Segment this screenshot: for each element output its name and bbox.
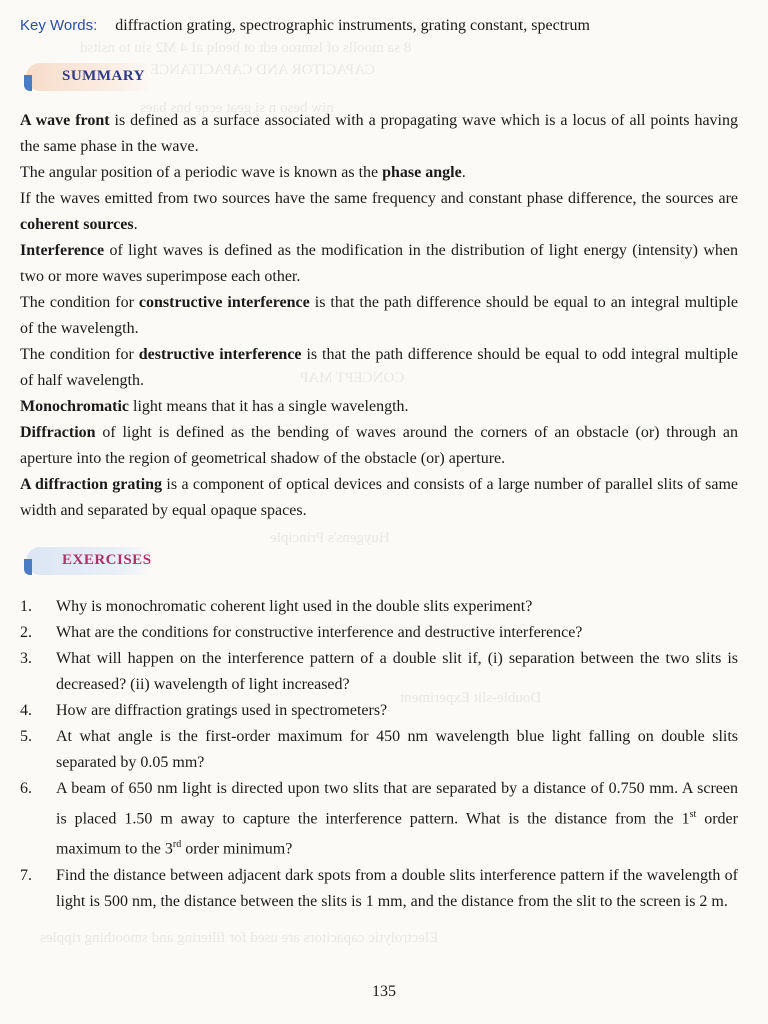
text-run: is that the path difference should be equal to odd integral multiple of half wavelength. bbox=[20, 346, 738, 389]
text-run: What will happen on the interference pattern of a double slit if, (i) separation between the two slits is decreased? (ii) wavelength of light increased? bbox=[56, 650, 738, 693]
text-run: Why is monochromatic coherent light used in the double slits experiment? bbox=[56, 598, 533, 615]
key-words-text: diffraction grating, spectrographic instruments, grating constant, spectrum bbox=[115, 17, 590, 34]
text-run: is that the path difference should be equal to an integral multiple of the wavelength. bbox=[20, 294, 739, 337]
exercise-question bbox=[56, 863, 738, 915]
exercises-heading-tab bbox=[26, 547, 154, 575]
text-run: of light is defined as the bending of waves around the corners of an obstacle (or) through an aperture into the region of geometrical shadow of the obstacle (or) aperture. bbox=[20, 424, 738, 467]
exercise-number: 5. bbox=[20, 728, 32, 745]
exercise-number: 6. bbox=[20, 780, 32, 797]
bold-term: constructive interference bbox=[138, 294, 310, 311]
bold-term: destructive interference bbox=[138, 346, 302, 363]
bold-term: phase angle bbox=[382, 164, 462, 181]
summary-paragraph bbox=[20, 342, 738, 394]
bold-term: Diffraction bbox=[20, 424, 96, 441]
summary-paragraph bbox=[20, 108, 738, 160]
summary-body bbox=[20, 108, 738, 524]
summary-paragraph bbox=[20, 420, 738, 472]
summary-paragraph bbox=[20, 186, 738, 238]
exercise-number: 3. bbox=[20, 650, 32, 667]
text-run: A beam of 650 nm light is directed upon two slits that are separated by a distance of 0.750 mm. A screen is placed 1.50 m away to capture the interference pattern. What is the distance from the 1 bbox=[56, 780, 738, 828]
text-run: The condition for bbox=[20, 294, 139, 311]
bleed-through-background: 8 sa moolls of lsmroo edt ot beolq aI 4 M2 siu to nsitsd CAPACITOR AND CAPACITANCE niw beso n si geat ecqe bns baes CONCEPT MAP Huygens's Principle Double-slit Experiment Electrolytic capacitors are used for filtering and smoothing ripples bbox=[40, 40, 542, 946]
text-run: If the waves emitted from two sources have the same frequency and constant phase difference, the sources are bbox=[20, 190, 738, 207]
exercise-question bbox=[56, 646, 738, 698]
exercise-question bbox=[56, 620, 738, 646]
exercise-item bbox=[20, 594, 738, 620]
exercises-list bbox=[20, 594, 738, 915]
page-number: 135 bbox=[372, 983, 396, 1000]
exercise-number: 7. bbox=[20, 866, 32, 884]
text-run: Find the distance between adjacent dark spots from a double slits interference pattern if the wavelength of light is 500 nm, the distance between the slits is 1 mm, and the distance from the slit to the screen is 2 m. bbox=[56, 866, 738, 910]
exercise-item bbox=[20, 620, 738, 646]
key-words-line bbox=[20, 16, 590, 36]
bold-term: A diffraction grating bbox=[20, 476, 163, 493]
bold-term: coherent sources bbox=[20, 216, 134, 233]
text-run: . bbox=[133, 216, 138, 233]
text-run: order minimum? bbox=[181, 840, 293, 858]
exercise-item bbox=[20, 646, 738, 698]
exercise-question bbox=[56, 724, 738, 776]
exercise-question bbox=[56, 594, 738, 620]
exercise-question bbox=[56, 698, 738, 724]
summary-paragraph bbox=[20, 160, 738, 186]
summary-paragraph bbox=[20, 394, 738, 420]
summary-paragraph bbox=[20, 290, 738, 342]
summary-paragraph bbox=[20, 472, 738, 524]
text-run: The angular position of a periodic wave is known as the bbox=[20, 164, 383, 181]
text-run: The condition for bbox=[20, 346, 139, 363]
exercise-number: 2. bbox=[20, 624, 32, 641]
exercise-question bbox=[56, 776, 738, 863]
exercise-number: 1. bbox=[20, 598, 32, 615]
exercise-item bbox=[20, 724, 738, 776]
summary-paragraph bbox=[20, 238, 738, 290]
bold-term: Interference bbox=[20, 242, 105, 259]
bold-term: A wave front bbox=[20, 112, 110, 129]
exercise-item bbox=[20, 776, 738, 863]
text-run: . bbox=[461, 164, 466, 181]
exercise-number: 4. bbox=[20, 702, 32, 719]
text-run: What are the conditions for constructive interference and destructive interference? bbox=[56, 624, 583, 641]
text-run: is a component of optical devices and consists of a large number of parallel slits of same width and separated by equal opaque spaces. bbox=[20, 476, 739, 519]
text-run: of light waves is defined as the modification in the distribution of light energy (intensity) when two or more waves superimpose each other. bbox=[20, 242, 738, 285]
text-run: How are diffraction gratings used in spectrometers? bbox=[56, 702, 388, 719]
bold-term: Monochromatic bbox=[20, 398, 130, 415]
text-run: light means that it has a single wavelength. bbox=[129, 398, 409, 415]
text-run: order maximum to the 3 bbox=[56, 810, 738, 858]
text-run: is defined as a surface associated with a propagating wave which is a locus of all points having the same phase in the wave. bbox=[20, 112, 738, 155]
exercise-item bbox=[20, 698, 738, 724]
summary-heading-tab bbox=[26, 63, 152, 91]
summary-heading: SUMMARY bbox=[62, 68, 145, 84]
key-words-label: Key Words: bbox=[20, 17, 98, 34]
ordinal-suffix: st bbox=[689, 809, 697, 820]
text-run: At what angle is the first-order maximum for 450 nm wavelength blue light falling on double slits separated by 0.05 mm? bbox=[56, 728, 738, 771]
ordinal-suffix: rd bbox=[172, 839, 182, 851]
exercise-item bbox=[20, 863, 738, 915]
exercises-heading: EXERCISES bbox=[62, 552, 152, 568]
